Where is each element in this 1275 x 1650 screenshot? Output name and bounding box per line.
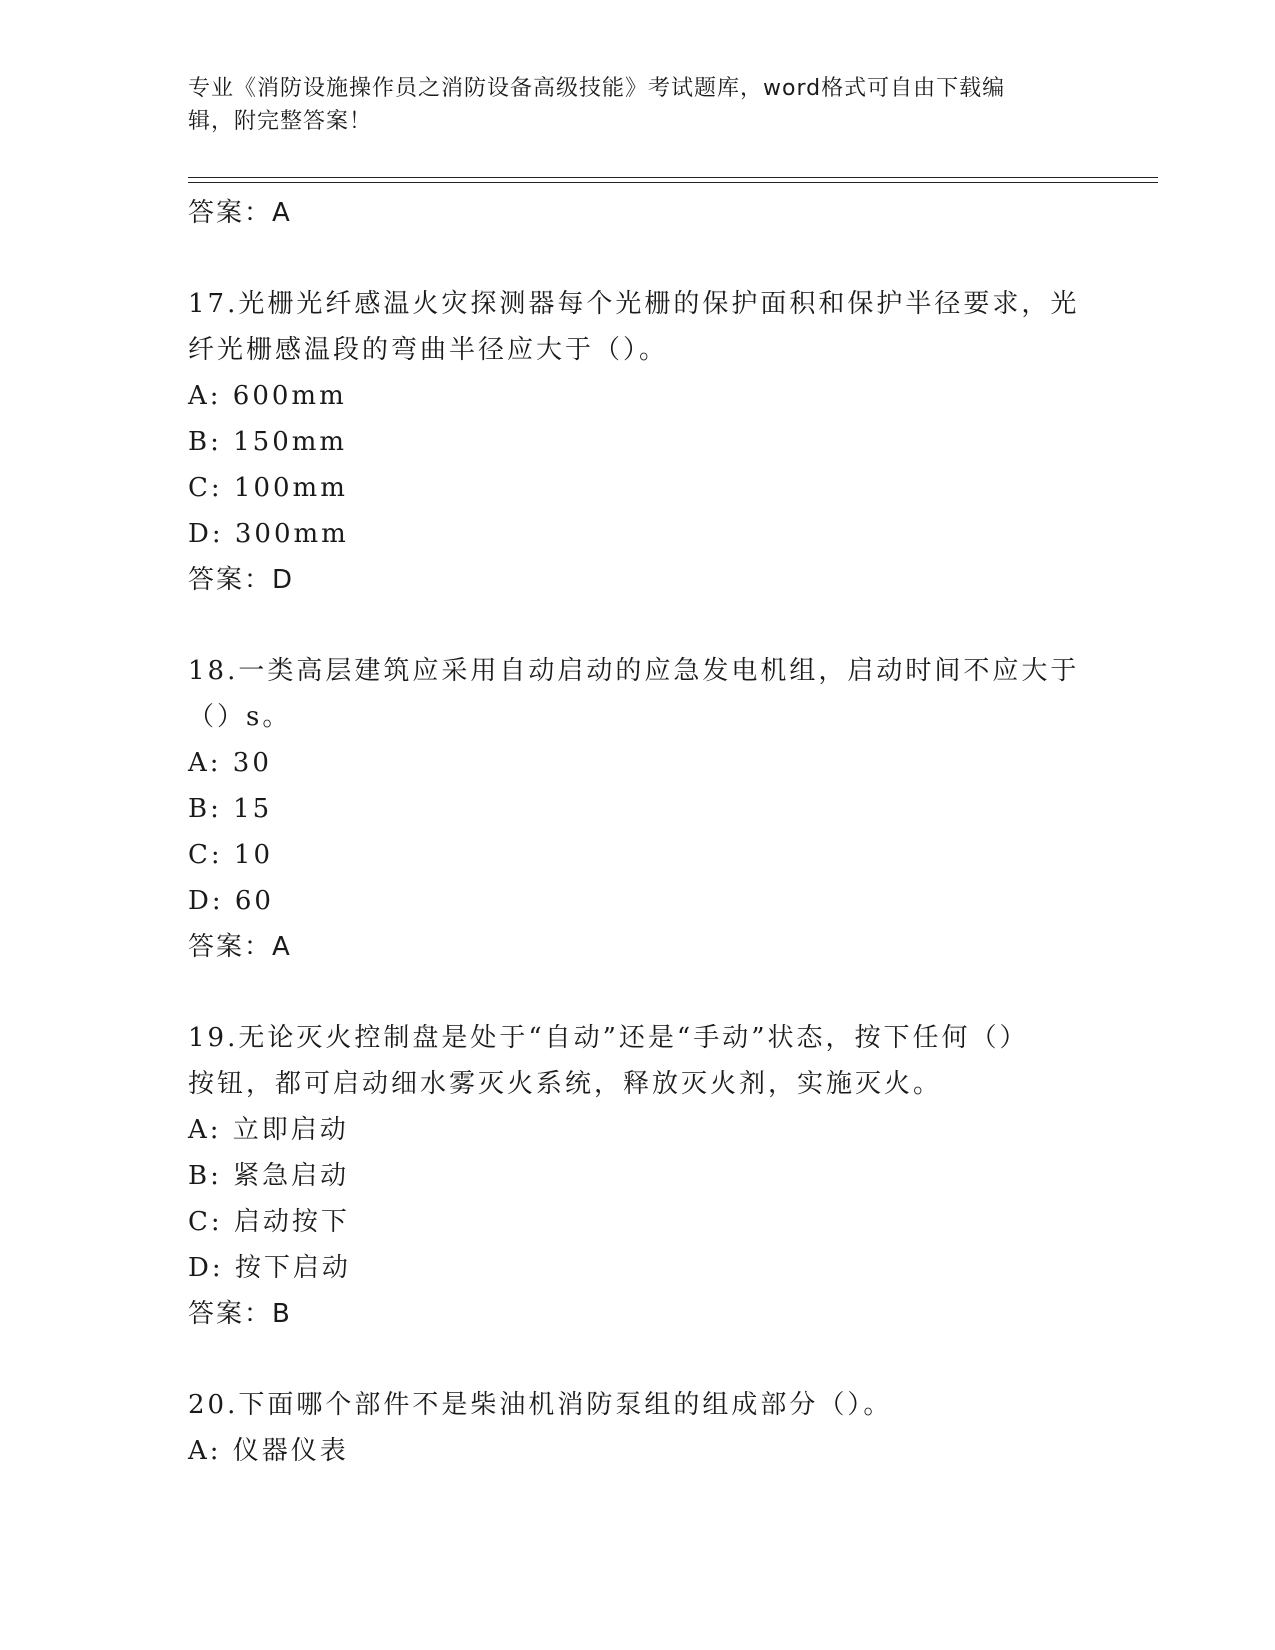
option-b: B: 15: [188, 794, 273, 824]
question-stem-line: 按钮，都可启动细水雾灭火系统，释放灭火剂，实施灭火。: [188, 1069, 943, 1099]
header-rule-top: [188, 177, 1158, 178]
header-rule-bottom: [188, 182, 1158, 183]
question-list: [188, 190, 1088, 1474]
question-stem-line: （）s。: [188, 702, 292, 732]
question-19: [188, 1015, 1088, 1337]
question-stem-line: 18.一类高层建筑应采用自动启动的应急发电机组，启动时间不应大于: [188, 656, 1080, 686]
option-a: A: 仪器仪表: [188, 1436, 349, 1466]
option-c: C: 100mm: [188, 473, 348, 503]
option-b: B: 紧急启动: [188, 1161, 350, 1191]
option-d: D: 300mm: [188, 519, 349, 549]
question-stem-line: 纤光栅感温段的弯曲半径应大于（）。: [188, 335, 669, 365]
option-a: A: 600mm: [188, 381, 347, 411]
option-b: B: 150mm: [188, 427, 348, 457]
header-line-1: 专业《消防设施操作员之消防设备高级技能》考试题库，word格式可自由下载编: [188, 76, 1006, 101]
question-stem-line: 20.下面哪个部件不是柴油机消防泵组的组成部分（）。: [188, 1390, 893, 1420]
option-a: A: 30: [188, 748, 272, 778]
question-stem-line: 17.光栅光纤感温火灾探测器每个光栅的保护面积和保护半径要求，光: [188, 289, 1080, 319]
header-line-2: 辑，附完整答案！: [188, 109, 373, 134]
option-c: C: 启动按下: [188, 1207, 350, 1237]
question-20: [188, 1382, 1088, 1474]
question-stem-line: 19.无论灭火控制盘是处于“自动”还是“手动”状态，按下任何（）: [188, 1023, 1029, 1053]
option-a: A: 立即启动: [188, 1115, 349, 1145]
question-17: [188, 281, 1088, 603]
document-header: [188, 72, 1068, 138]
answer-line: 答案：D: [188, 565, 295, 595]
option-d: D: 60: [188, 886, 274, 916]
option-c: C: 10: [188, 840, 274, 870]
answer-line: 答案：A: [188, 198, 292, 228]
option-d: D: 按下启动: [188, 1253, 351, 1283]
answer-line: 答案：B: [188, 1299, 292, 1329]
answer-line: 答案：A: [188, 932, 292, 962]
question-18: [188, 648, 1088, 970]
